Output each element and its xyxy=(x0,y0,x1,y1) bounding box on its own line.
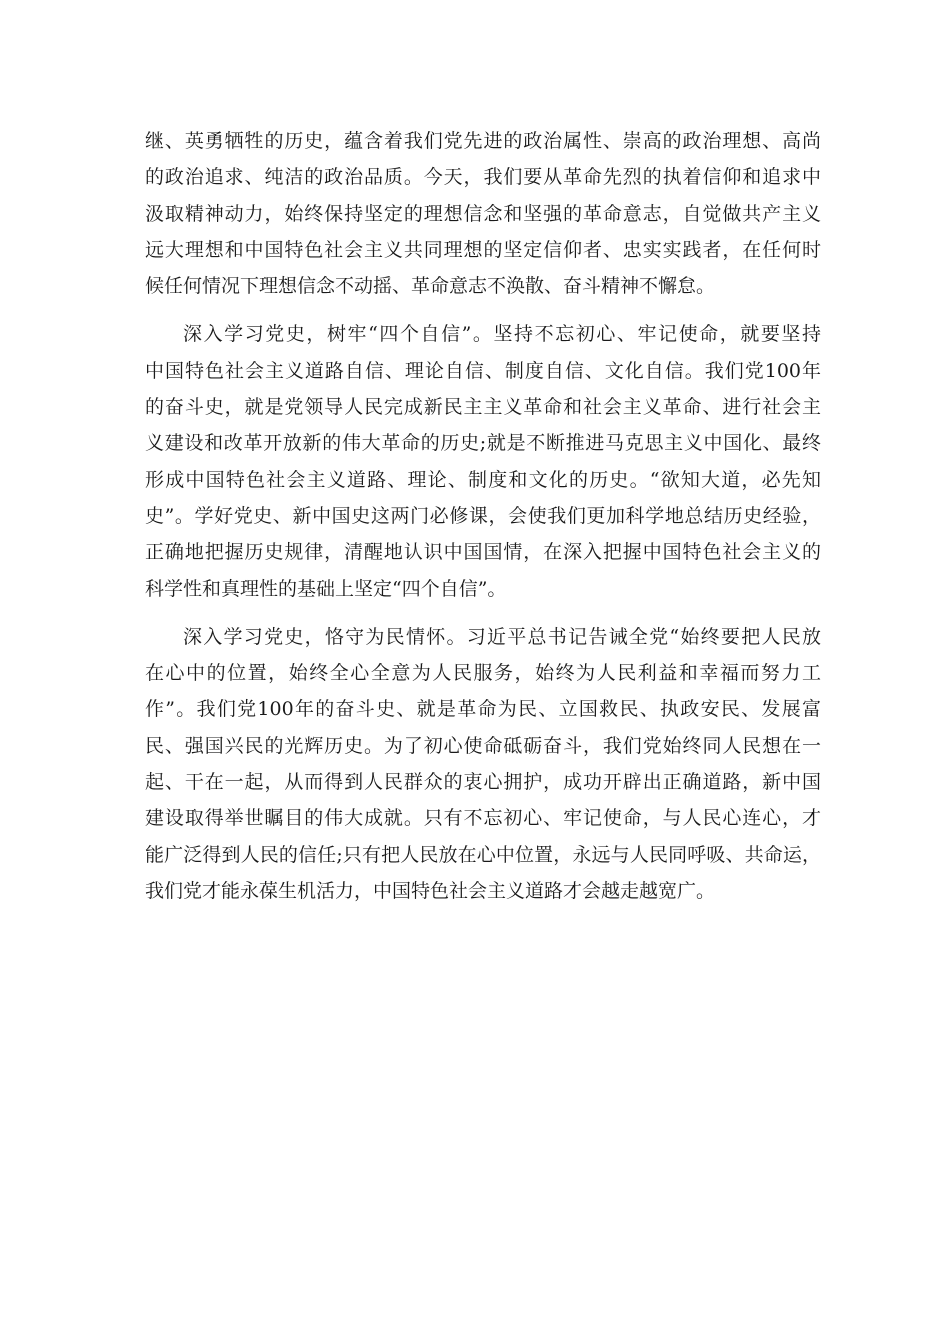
text-line: 建设取得举世瞩目的伟大成就。只有不忘初心、牢记使命，与人民心连心，才 xyxy=(145,807,821,830)
text-line: 汲取精神动力，始终保持坚定的理想信念和坚强的革命意志，自觉做共产主义 xyxy=(145,202,821,225)
paragraph-1 xyxy=(145,123,821,304)
text-line: 的奋斗史，就是党领导人民完成新民主主义革命和社会主义革命、进行社会主 xyxy=(145,396,821,419)
text-line: 科学性和真理性的基础上坚定“四个自信”。 xyxy=(145,577,507,600)
text-line: 起、干在一起，从而得到人民群众的衷心拥护，成功开辟出正确道路，新中国 xyxy=(145,771,821,794)
text-line: 我们党才能永葆生机活力，中国特色社会主义道路才会越走越宽广。 xyxy=(145,879,716,902)
document-body xyxy=(145,123,821,909)
text-line: 远大理想和中国特色社会主义共同理想的坚定信仰者、忠实实践者，在任何时 xyxy=(145,238,821,261)
text-line: 继、英勇牺牲的历史，蕴含着我们党先进的政治属性、崇高的政治理想、高尚 xyxy=(145,130,821,152)
paragraph-3 xyxy=(145,619,821,909)
text-line: 正确地把握历史规律，清醒地认识中国国情，在深入把握中国特色社会主义的 xyxy=(145,541,821,564)
text-line: 史”。学好党史、新中国史这两门必修课，会使我们更加科学地总结历史经验， xyxy=(145,504,821,527)
text-line: 形成中国特色社会主义道路、理论、制度和文化的历史。“欲知大道，必先知 xyxy=(145,468,821,491)
text-line: 深入学习党史，恪守为民情怀。习近平总书记告诫全党“始终要把人民放 xyxy=(183,625,821,648)
text-line: 民、强国兴民的光辉历史。为了初心使命砥砺奋斗，我们党始终同人民想在一 xyxy=(145,734,821,757)
text-line: 义建设和改革开放新的伟大革命的历史;就是不断推进马克思主义中国化、最终 xyxy=(145,432,821,455)
text-line: 作”。我们党100年的奋斗史、就是革命为民、立国救民、执政安民、发展富 xyxy=(145,698,821,721)
text-line: 深入学习党史，树牢“四个自信”。坚持不忘初心、牢记使命，就要坚持 xyxy=(183,323,821,346)
text-line: 的政治追求、纯洁的政治品质。今天，我们要从革命先烈的执着信仰和追求中 xyxy=(145,166,821,189)
text-line: 在心中的位置，始终全心全意为人民服务，始终为人民利益和幸福而努力工 xyxy=(145,662,821,685)
text-line: 能广泛得到人民的信任;只有把人民放在心中位置，永远与人民同呼吸、共命运， xyxy=(145,843,821,866)
paragraph-2 xyxy=(145,316,821,606)
text-line: 中国特色社会主义道路自信、理论自信、制度自信、文化自信。我们党100年 xyxy=(145,359,821,382)
text-line: 候任何情况下理想信念不动摇、革命意志不涣散、奋斗精神不懈怠。 xyxy=(145,275,716,298)
